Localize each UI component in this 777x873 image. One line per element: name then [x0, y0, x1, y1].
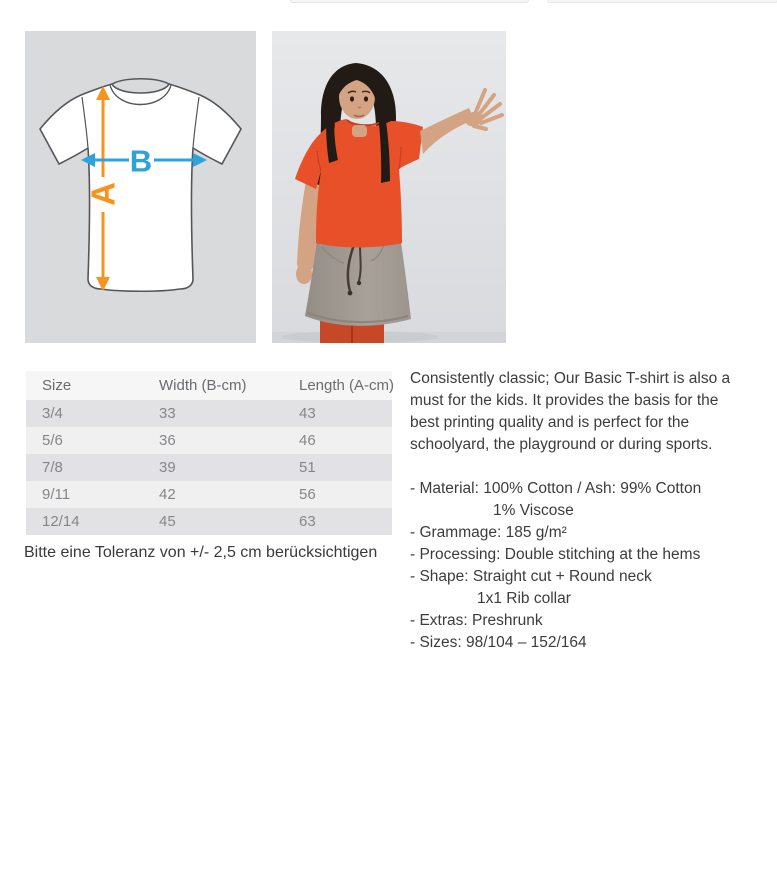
table-row [26, 454, 392, 481]
spec-line: - Processing: Double stitching at the hems [410, 546, 701, 563]
spec-line: - Extras: Preshrunk [410, 612, 543, 629]
cropped-button-top-right[interactable] [547, 0, 777, 3]
product-photo[interactable] [272, 31, 506, 343]
table-cell: 51 [299, 459, 316, 476]
tshirt-measurement-diagram-icon [25, 31, 256, 343]
spec-line: 1x1 Rib collar [477, 590, 571, 607]
table-cell: 36 [159, 432, 176, 449]
description-line: schoolyard, the playground or during sports. [410, 436, 713, 453]
spec-line: - Grammage: 185 g/m² [410, 524, 567, 541]
table-cell: 43 [299, 405, 316, 422]
table-cell: 42 [159, 486, 176, 503]
description-line: best printing quality and is perfect for the [410, 414, 690, 431]
description-intro [410, 368, 770, 456]
spec-line: - Sizes: 98/104 – 152/164 [410, 634, 587, 651]
cropped-button-top-left[interactable] [290, 0, 529, 3]
girl-model-image [272, 31, 506, 343]
tolerance-note: Bitte eine Toleranz von +/- 2,5 cm berücksichtigen [24, 544, 378, 561]
table-cell: 56 [299, 486, 316, 503]
table-cell: 45 [159, 513, 176, 530]
label-b: B [129, 143, 153, 179]
label-a: A [84, 182, 122, 206]
table-cell: 46 [299, 432, 316, 449]
table-cell: 33 [159, 405, 176, 422]
table-cell: 63 [299, 513, 316, 530]
table-cell: 39 [159, 459, 176, 476]
table-cell: 5/6 [42, 432, 63, 449]
table-cell: 9/11 [42, 486, 71, 503]
description-line: must for the kids. It provides the basis for the [410, 392, 719, 409]
table-header-row [26, 371, 395, 400]
description-line: Consistently classic; Our Basic T-shirt is also a [410, 370, 731, 387]
table-cell: 12/14 [42, 513, 80, 530]
table-header-cell: Size [42, 377, 72, 394]
table-body [26, 400, 392, 535]
table-row [26, 427, 392, 454]
table-cell: 3/4 [42, 405, 63, 422]
table-header-cell: Length (A-cm) [299, 377, 395, 394]
spec-line: - Shape: Straight cut + Round neck [410, 568, 652, 585]
table-cell: 7/8 [42, 459, 63, 476]
table-row [26, 400, 392, 427]
size-diagram-panel [25, 31, 256, 343]
table-row [26, 508, 392, 535]
table-row [26, 481, 392, 508]
size-table [26, 371, 395, 535]
spec-line: - Material: 100% Cotton / Ash: 99% Cotton [410, 480, 702, 497]
product-description [410, 368, 770, 654]
spec-line: 1% Viscose [493, 502, 574, 519]
description-specs [410, 478, 770, 654]
table-header-cell: Width (B-cm) [159, 377, 247, 394]
